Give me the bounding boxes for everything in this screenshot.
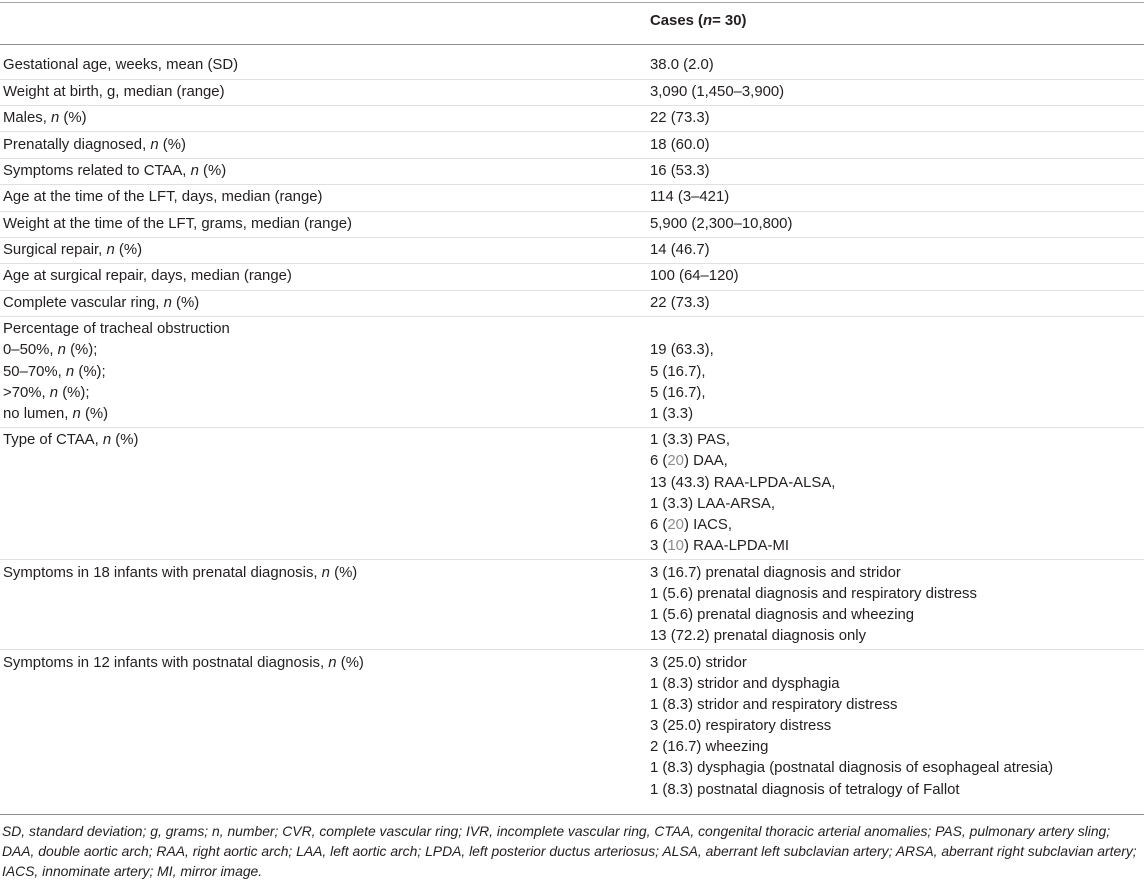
value-line: [650, 82, 1144, 103]
value-line: [650, 695, 1144, 716]
value-line: [650, 653, 1144, 674]
label-text: 50–70%,: [3, 363, 66, 380]
table-header-row: [0, 3, 1144, 45]
row-value-cell: [647, 80, 1144, 105]
header-cases-cell: [647, 3, 1144, 44]
label-text: (%): [171, 294, 200, 311]
label-text: Prenatally diagnosed,: [3, 136, 151, 153]
table-row: [0, 80, 1144, 106]
value-text: 3 (: [650, 538, 668, 555]
italic-n-symbol: n: [65, 363, 75, 380]
table-body: [0, 45, 1144, 815]
value-text: 3 (25.0) respiratory distress: [650, 718, 832, 735]
value-text: 13 (43.3) RAA-LPDA-ALSA,: [650, 474, 836, 491]
value-text: 1 (8.3) stridor and respiratory distress: [650, 696, 898, 713]
table-row: [0, 428, 1144, 560]
table-footnote: SD, standard deviation; g, grams; n, number; CVR, complete vascular ring; IVR, incomplete vascular ring, CTAA, congenital thoracic arterial anomalies; PAS, pulmonary artery sling; DAA, double aortic arch; RAA, right aortic arch; LAA, left aortic arch; LPDA, left posterior ductus arteriosus; ALSA, aberrant left subclavian artery; ARSA, aberrant right subclavian artery; IACS, innominate artery; MI, mirror image.: [2, 822, 1137, 879]
row-value-cell: [647, 238, 1144, 263]
value-text: 114 (3–421): [650, 189, 730, 206]
value-text: 1 (5.6) prenatal diagnosis and wheezing: [650, 606, 915, 623]
value-line: [650, 319, 1144, 340]
table-row: [0, 238, 1144, 264]
row-value-cell: [647, 132, 1144, 157]
value-text: 14 (46.7): [650, 242, 710, 259]
label-line: [3, 563, 647, 584]
label-text: Gestational age, weeks, mean (SD): [3, 57, 239, 74]
value-text: 1 (3.3) PAS,: [650, 432, 731, 449]
value-text: 1 (3.3) LAA-ARSA,: [650, 495, 775, 512]
label-line: [3, 82, 647, 103]
label-text: (%): [336, 654, 364, 671]
value-line: [650, 135, 1144, 156]
data-table: [0, 2, 1144, 815]
label-line: [3, 266, 647, 287]
label-line: [3, 362, 647, 383]
value-text: 2 (16.7) wheezing: [650, 739, 769, 756]
table-row: [0, 106, 1144, 132]
value-text: ) IACS,: [683, 517, 732, 534]
value-line: [650, 494, 1144, 515]
value-text: 5 (16.7),: [650, 384, 706, 401]
row-label-cell: [0, 80, 647, 105]
italic-n-symbol: n: [106, 242, 115, 259]
label-text: Symptoms in 18 infants with prenatal diagnosis,: [3, 564, 322, 581]
value-line: [650, 758, 1144, 779]
value-line: [650, 293, 1144, 314]
italic-n-symbol: n: [321, 564, 330, 581]
header-label-cell: [0, 3, 647, 44]
value-line: [650, 161, 1144, 182]
label-line: [3, 653, 647, 674]
italic-n-symbol: n: [328, 654, 337, 671]
table-row: [0, 264, 1144, 290]
value-text: 5 (16.7),: [650, 363, 706, 380]
value-line: [650, 780, 1144, 801]
value-line: [650, 214, 1144, 235]
gray-number: 10: [667, 538, 684, 555]
value-line: [650, 737, 1144, 758]
row-label-cell: [0, 45, 647, 79]
italic-n-symbol: n: [150, 136, 159, 153]
value-text: 22 (73.3): [650, 110, 710, 127]
value-text: 38.0 (2.0): [650, 57, 714, 74]
label-text: Complete vascular ring,: [3, 294, 164, 311]
label-line: [3, 404, 647, 425]
label-text: (%);: [74, 363, 106, 380]
italic-n-symbol: n: [102, 432, 112, 449]
italic-n-symbol: n: [702, 13, 713, 29]
value-line: [650, 240, 1144, 261]
value-line: [650, 473, 1144, 494]
label-text: (%): [114, 242, 143, 259]
label-line: [3, 319, 647, 340]
value-line: [650, 187, 1144, 208]
table-row: [0, 317, 1144, 428]
label-text: Males,: [3, 110, 51, 127]
table-row: [0, 650, 1144, 815]
value-text: 6 (: [650, 517, 668, 534]
value-line: [650, 451, 1144, 472]
row-label-cell: [0, 212, 647, 237]
row-value-cell: [647, 106, 1144, 131]
value-line: [650, 515, 1144, 536]
label-text: (%): [111, 432, 139, 449]
value-text: 19 (63.3),: [650, 342, 714, 359]
label-text: (%): [329, 564, 358, 581]
row-value-cell: [647, 317, 1144, 427]
row-label-cell: [0, 428, 647, 559]
value-text: 3,090 (1,450–3,900): [650, 83, 785, 100]
italic-n-symbol: n: [163, 294, 172, 311]
label-text: Age at the time of the LFT, days, median (range): [3, 189, 323, 206]
value-text: 5,900 (2,300–10,800): [650, 215, 793, 232]
value-line: [650, 605, 1144, 626]
value-line: [650, 716, 1144, 737]
value-text: 100 (64–120): [650, 268, 739, 285]
row-value-cell: [647, 159, 1144, 184]
value-text: 1 (3.3): [650, 405, 694, 422]
label-line: [3, 340, 647, 361]
value-text: 6 (: [650, 453, 668, 470]
row-value-cell: [647, 560, 1144, 649]
italic-n-symbol: n: [72, 405, 81, 422]
label-line: [3, 430, 647, 451]
value-text: 1 (8.3) stridor and dysphagia: [650, 675, 840, 692]
value-text: 18 (60.0): [650, 136, 710, 153]
value-line: [650, 563, 1144, 584]
value-line: [650, 584, 1144, 605]
row-label-cell: [0, 291, 647, 316]
row-value-cell: [647, 45, 1144, 79]
label-text: (%): [158, 136, 186, 153]
label-line: [3, 383, 647, 404]
value-line: [650, 626, 1144, 647]
label-line: [3, 187, 647, 208]
row-label-cell: [0, 560, 647, 649]
value-line: [650, 362, 1144, 383]
gray-number: 20: [667, 517, 684, 534]
label-text: (%): [59, 110, 87, 127]
value-text: 3 (25.0) stridor: [650, 654, 747, 671]
value-line: [650, 55, 1144, 76]
label-text: (%);: [58, 384, 90, 401]
row-value-cell: [647, 185, 1144, 210]
table-row: [0, 159, 1144, 185]
row-value-cell: [647, 428, 1144, 559]
value-line: [650, 430, 1144, 451]
value-line: [650, 674, 1144, 695]
row-label-cell: [0, 132, 647, 157]
value-line: [650, 536, 1144, 557]
label-text: Surgical repair,: [3, 242, 107, 259]
row-label-cell: [0, 106, 647, 131]
table-row: [0, 132, 1144, 158]
italic-n-symbol: n: [49, 384, 59, 401]
row-value-cell: [647, 264, 1144, 289]
table-row: [0, 45, 1144, 80]
value-text: 3 (16.7) prenatal diagnosis and stridor: [650, 564, 901, 581]
label-text: Weight at birth, g, median (range): [3, 83, 225, 100]
label-text: Age at surgical repair, days, median (range): [3, 268, 292, 285]
italic-n-symbol: n: [51, 110, 60, 127]
label-text: no lumen,: [3, 405, 73, 422]
label-text: Symptoms related to CTAA,: [3, 162, 191, 179]
label-text: Percentage of tracheal obstruction: [3, 321, 230, 338]
value-line: [650, 266, 1144, 287]
value-line: [650, 340, 1144, 361]
row-label-cell: [0, 264, 647, 289]
value-text: 1 (5.6) prenatal diagnosis and respiratory distress: [650, 585, 977, 602]
label-text: 0–50%,: [3, 342, 58, 359]
row-label-cell: [0, 159, 647, 184]
value-text: 13 (72.2) prenatal diagnosis only: [650, 628, 867, 645]
label-text: Type of CTAA,: [3, 432, 103, 449]
label-line: [3, 108, 647, 129]
label-line: [3, 214, 647, 235]
table-row: [0, 185, 1144, 211]
row-label-cell: [0, 185, 647, 210]
row-value-cell: [647, 291, 1144, 316]
header-text: Cases (: [650, 13, 703, 29]
value-line: [650, 383, 1144, 404]
value-text: ) RAA-LPDA-MI: [683, 538, 790, 555]
row-label-cell: [0, 317, 647, 427]
label-text: Weight at the time of the LFT, grams, median (range): [3, 215, 352, 232]
row-value-cell: [647, 212, 1144, 237]
label-text: (%): [198, 162, 227, 179]
label-line: [3, 240, 647, 261]
italic-n-symbol: n: [190, 162, 199, 179]
table-row: [0, 560, 1144, 650]
label-line: [3, 135, 647, 156]
label-text: >70%,: [3, 384, 50, 401]
label-text: (%);: [65, 342, 98, 359]
value-text: 22 (73.3): [650, 294, 710, 311]
header-text: = 30): [712, 13, 747, 29]
row-label-cell: [0, 650, 647, 814]
table-row: [0, 212, 1144, 238]
label-line: [3, 161, 647, 182]
value-text: 1 (8.3) dysphagia (postnatal diagnosis of esophageal atresia): [650, 760, 1054, 777]
value-text: ) DAA,: [683, 453, 728, 470]
label-text: Symptoms in 12 infants with postnatal diagnosis,: [3, 654, 329, 671]
value-line: [650, 404, 1144, 425]
italic-n-symbol: n: [57, 342, 66, 359]
row-value-cell: [647, 650, 1144, 814]
value-line: [650, 108, 1144, 129]
label-line: [3, 293, 647, 314]
table-row: [0, 291, 1144, 317]
row-label-cell: [0, 238, 647, 263]
value-text: 1 (8.3) postnatal diagnosis of tetralogy of Fallot: [650, 781, 960, 798]
label-line: [3, 55, 647, 76]
label-text: (%): [80, 405, 109, 422]
value-text: 16 (53.3): [650, 162, 710, 179]
gray-number: 20: [667, 453, 684, 470]
